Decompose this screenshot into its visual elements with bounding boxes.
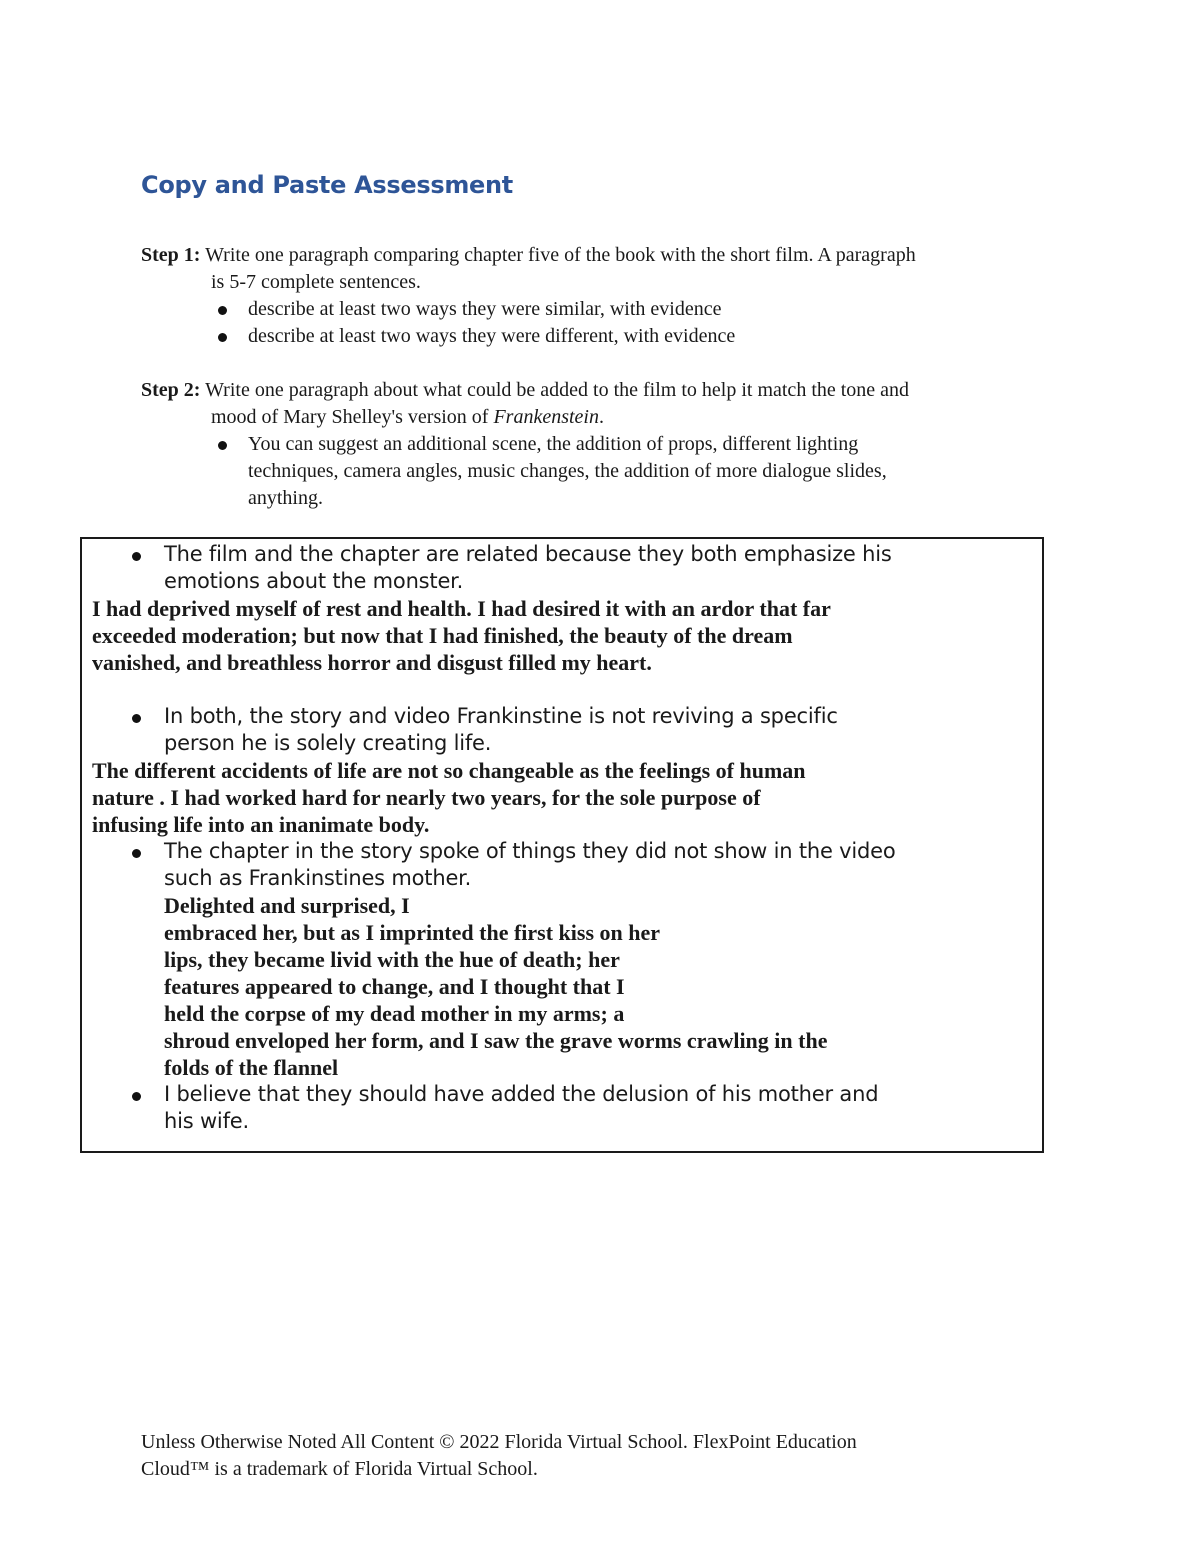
quote-1-line-1: I had deprived myself of rest and health. I had desired it with an ardor that far	[92, 596, 831, 621]
step-1-bullet-list	[141, 296, 1071, 350]
answer-bullet-1-line-2: emotions about the monster.	[164, 569, 464, 593]
quote-2-line-2: nature . I had worked hard for nearly two years, for the sole purpose of	[92, 785, 761, 810]
step-1-bullet-similar: describe at least two ways they were similar, with evidence	[217, 296, 1071, 323]
page-title: Copy and Paste Assessment	[141, 171, 513, 199]
quote-2-line-3: infusing life into an inanimate body.	[92, 812, 430, 837]
step-1-line-2: is 5-7 complete sentences.	[211, 271, 421, 293]
answer-content	[92, 541, 1042, 1135]
quote-2	[92, 757, 1042, 838]
copyright-footer	[141, 1429, 1021, 1483]
suggestion-line-1: You can suggest an additional scene, the addition of props, different lighting	[248, 433, 859, 455]
answer-bullet-3-line-2: such as Frankinstines mother.	[164, 866, 472, 890]
quote-3-line-3: lips, they became livid with the hue of death; her	[164, 947, 620, 972]
step-1-instructions	[141, 242, 1071, 350]
quote-1-line-2: exceeded moderation; but now that I had finished, the beauty of the dream	[92, 623, 793, 648]
quote-1	[92, 595, 1042, 676]
step-2-bullet-suggestion	[217, 431, 1071, 512]
step-1-bullet-different: describe at least two ways they were different, with evidence	[217, 323, 1071, 350]
step-2-bullet-list	[141, 431, 1071, 512]
answer-bullet-4-line-2: his wife.	[164, 1109, 249, 1133]
answer-bullet-suggestion	[92, 1081, 1042, 1135]
quote-3-line-7: folds of the flannel	[164, 1055, 339, 1080]
quote-3-line-6: shroud enveloped her form, and I saw the grave worms crawling in the	[164, 1028, 828, 1053]
answer-bullet-3-line-1: The chapter in the story spoke of things they did not show in the video	[164, 839, 896, 863]
step-2-line-1	[141, 377, 1071, 404]
step-2-instructions	[141, 377, 1071, 512]
footer-line-2: Cloud™ is a trademark of Florida Virtual School.	[141, 1458, 538, 1480]
answer-bullet-2-line-2: person he is solely creating life.	[164, 731, 492, 755]
suggestion-line-2: techniques, camera angles, music changes, the addition of more dialogue slides,	[248, 460, 887, 482]
quote-2-line-1: The different accidents of life are not so changeable as the feelings of human	[92, 758, 806, 783]
step-2-label: Step 2:	[141, 379, 201, 401]
step-1-text: Write one paragraph comparing chapter five of the book with the short film. A paragraph	[200, 244, 916, 266]
footer-line-1: Unless Otherwise Noted All Content © 2022 Florida Virtual School. FlexPoint Education	[141, 1431, 857, 1453]
answer-box[interactable]	[80, 537, 1044, 1153]
suggestion-line-3: anything.	[248, 487, 323, 509]
quote-3-line-5: held the corpse of my dead mother in my arms; a	[164, 1001, 625, 1026]
answer-bullet-4-line-1: I believe that they should have added the delusion of his mother and	[164, 1082, 879, 1106]
book-title: Frankenstein	[493, 406, 599, 428]
quote-1-line-3: vanished, and breathless horror and disgust filled my heart.	[92, 650, 652, 675]
answer-bullet-creating-life	[92, 703, 1042, 757]
quote-3-line-2: embraced her, but as I imprinted the first kiss on her	[164, 920, 661, 945]
answer-bullet-difference	[92, 838, 1042, 892]
step-2-line-2-text: mood of Mary Shelley's version of	[211, 406, 494, 428]
step-1-label: Step 1:	[141, 244, 201, 266]
step-2-line-2	[211, 404, 1071, 431]
quote-3-line-4: features appeared to change, and I thought that I	[164, 974, 625, 999]
quote-3-line-1: Delighted and surprised, I	[164, 893, 410, 918]
paragraph-spacer	[92, 676, 1042, 703]
answer-bullet-similarity	[92, 541, 1042, 595]
step-1-line-1	[141, 242, 1071, 269]
quote-3	[92, 892, 1042, 1081]
answer-bullet-1-line-1: The film and the chapter are related because they both emphasize his	[164, 542, 892, 566]
answer-bullet-2-line-1: In both, the story and video Frankinstine is not reviving a specific	[164, 704, 838, 728]
step-2-text: Write one paragraph about what could be added to the film to help it match the tone and	[200, 379, 910, 401]
step-2-line-2-end: .	[598, 406, 604, 428]
